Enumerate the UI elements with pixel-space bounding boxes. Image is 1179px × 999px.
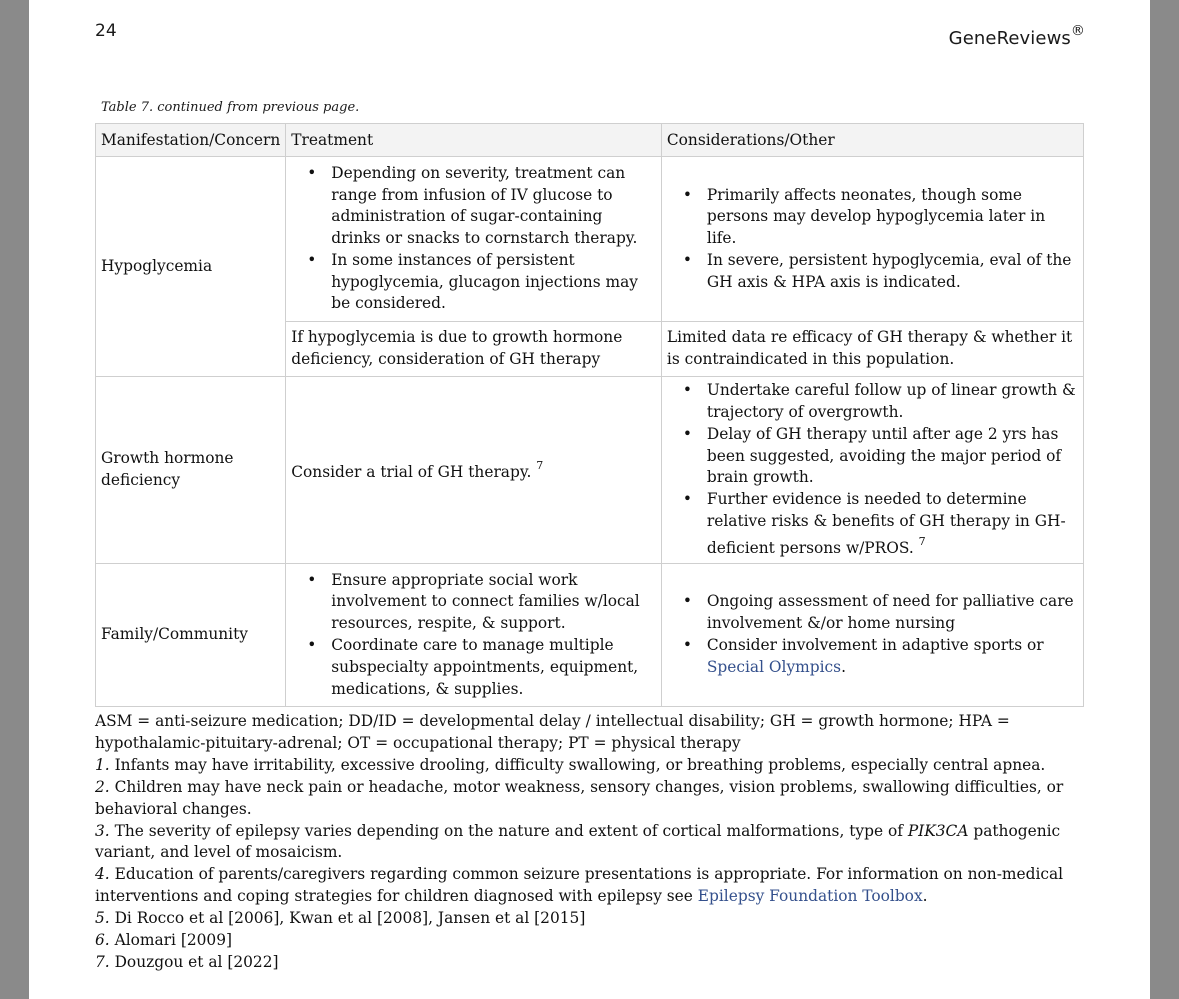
list-item: • Undertake careful follow up of linear growth & trajectory of overgrowth. (707, 380, 1078, 424)
footnote-text: pathogenic variant, and level of mosaicism. (95, 821, 1061, 862)
footnote-4 (95, 864, 1085, 908)
treatment-list (291, 163, 656, 316)
column-header-concern: Manifestation/Concern (96, 124, 286, 157)
considerations-growth-hormone (661, 377, 1083, 564)
abbreviations-note: ASM = anti-seizure medication; DD/ID = developmental delay / intellectual disability; GH = growth hormone; HPA = hypothalamic-pituitary-adrenal; OT = occupational therapy; PT = physical therapy (95, 712, 1010, 752)
footnote-number: 5. (95, 909, 110, 928)
footnote-text: The severity of epilepsy varies depending on the nature and extent of cortical malformations, type of (114, 821, 908, 840)
list-item: • Primarily affects neonates, though some persons may develop hypoglycemia later in life. (707, 185, 1078, 250)
table-notes (95, 711, 1085, 974)
footnote-number: 4. (95, 865, 110, 884)
footnote-text: Douzgou et al [2022] (114, 952, 279, 971)
concern-growth-hormone: Growth hormone deficiency (96, 377, 286, 564)
brand-header (949, 25, 1085, 49)
list-item: • In some instances of persistent hypoglycemia, glucagon injections may be considered. (331, 250, 656, 315)
registered-mark: ® (1070, 23, 1085, 39)
footnote-ref: 7 (536, 458, 544, 472)
footnote-text: Children may have neck pain or headache, motor weakness, sensory changes, vision problems, swallowing difficulties, or behavioral changes. (95, 777, 1064, 818)
table-row-hypoglycemia (96, 157, 1084, 322)
management-table (95, 123, 1084, 707)
table-row-growth-hormone (96, 377, 1084, 564)
column-header-considerations: Considerations/Other (661, 124, 1083, 157)
list-item: • Ongoing assessment of need for palliative care involvement &/or home nursing (707, 591, 1078, 635)
footnote-2 (95, 777, 1085, 821)
list-item (707, 635, 1078, 679)
page-number: 24 (95, 21, 117, 41)
table-caption: Table 7. continued from previous page. (101, 100, 360, 115)
footnote-text: Infants may have irritability, excessive drooling, difficulty swallowing, or breathing problems, especially central apnea. (114, 755, 1046, 774)
concern-family: Family/Community (96, 564, 286, 707)
treatment-family (286, 564, 662, 707)
footnote-text: Education of parents/caregivers regarding common seizure presentations is appropriate. For information on non-medical interventions and coping strategies for children diagnosed with epilepsy see (95, 865, 1064, 906)
considerations-family (661, 564, 1083, 707)
footnote-ref: 7 (918, 534, 926, 548)
list-item: • In severe, persistent hypoglycemia, eval of the GH axis & HPA axis is indicated. (707, 250, 1078, 294)
document-page (29, 0, 1150, 999)
punctuation: . (841, 657, 846, 676)
punctuation: . (922, 887, 928, 906)
considerations-list (667, 591, 1078, 678)
table-row-family (96, 564, 1084, 707)
special-olympics-link[interactable]: Special Olympics (706, 657, 842, 676)
considerations-hypoglycemia-gh: Limited data re efficacy of GH therapy & whether it is contraindicated in this population. (661, 322, 1083, 377)
footnote-3 (95, 821, 1085, 865)
list-item (707, 489, 1078, 560)
treatment-list (291, 570, 656, 701)
footnote-text: Di Rocco et al [2006], Kwan et al [2008], Jansen et al [2015] (114, 909, 586, 928)
footnote-number: 6. (95, 931, 110, 950)
footnote-number: 2. (95, 777, 110, 796)
treatment-hypoglycemia (286, 157, 662, 322)
list-item: • Ensure appropriate social work involvement to connect families w/local resources, respite, & support. (331, 570, 656, 635)
footnote-5 (95, 908, 1085, 930)
table-header-row (96, 124, 1084, 157)
epilepsy-toolbox-link[interactable]: Epilepsy Foundation Toolbox (697, 887, 923, 906)
footnote-number: 3. (95, 821, 110, 840)
footnote-number: 1. (95, 755, 110, 774)
footnote-1 (95, 755, 1085, 777)
footnote-7 (95, 952, 1085, 974)
footnote-6 (95, 930, 1085, 952)
concern-hypoglycemia: Hypoglycemia (96, 157, 286, 377)
considerations-hypoglycemia (661, 157, 1083, 322)
gene-name: PIK3CA (907, 821, 969, 840)
brand-name: GeneReviews (948, 28, 1071, 49)
list-item: • Depending on severity, treatment can range from infusion of IV glucose to administration of sugar-containing drinks or snacks to cornstarch therapy. (331, 163, 656, 250)
considerations-list (667, 380, 1078, 560)
treatment-hypoglycemia-gh: If hypoglycemia is due to growth hormone deficiency, consideration of GH therapy (286, 322, 662, 377)
list-item-text: Consider involvement in adaptive sports or (706, 636, 1044, 654)
treatment-text: Consider a trial of GH therapy. (291, 462, 532, 481)
treatment-growth-hormone (286, 377, 662, 564)
column-header-treatment: Treatment (286, 124, 662, 157)
considerations-list (667, 185, 1078, 294)
footnote-number: 7. (95, 952, 110, 971)
footnote-text: Alomari [2009] (114, 931, 233, 950)
list-item: • Delay of GH therapy until after age 2 yrs has been suggested, avoiding the major period of brain growth. (707, 424, 1078, 489)
list-item: • Coordinate care to manage multiple subspecialty appointments, equipment, medications, & supplies. (331, 635, 656, 700)
list-item-text: Further evidence is needed to determine relative risks & benefits of GH therapy in GH-deficient persons w/PROS. (706, 490, 1066, 557)
